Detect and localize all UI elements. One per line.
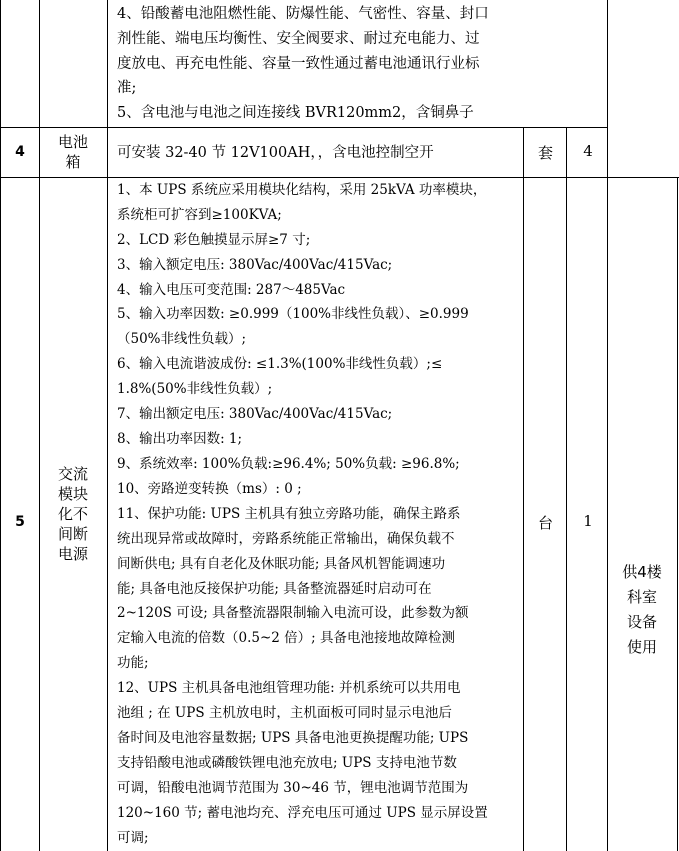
- spec-line: 7、输出额定电压: 380Vac/400Vac/415Vac;: [117, 406, 393, 422]
- spec-line: 定输入电流的倍数（0.5~2 倍）; 具备电池接地故障检测: [117, 630, 456, 646]
- column-divider: [607, 0, 608, 851]
- spec-line: 1.8%(50%非线性负载）;: [117, 381, 273, 397]
- table-border-right: [677, 177, 678, 851]
- spec-line: 备时间及电池容量数据; UPS 具备电池更换提醒功能; UPS: [117, 730, 469, 746]
- column-divider: [107, 0, 108, 851]
- item-name-line: 电池: [57, 133, 88, 151]
- spec-line: 可调，铅酸电池调节范围为 30~46 节，锂电池调节范围为: [117, 780, 469, 796]
- item-name-line: 交流: [57, 465, 88, 483]
- column-divider: [566, 127, 567, 851]
- column-divider: [523, 127, 524, 851]
- item-name-line: 间断: [57, 525, 88, 543]
- spec-line: 9、系统效率: 100%负载:≥96.4%; 50%负载: ≥96.8%;: [117, 456, 460, 472]
- spec-line: 准;: [117, 80, 137, 96]
- spec-line: 池组 ; 在 UPS 主机放电时，主机面板可同时显示电池后: [117, 705, 452, 721]
- remark-line: 科室: [626, 588, 657, 606]
- spec-line: 能; 具备电池反接保护功能; 具备整流器延时启动可在: [117, 581, 432, 597]
- spec-line: 3、输入额定电压: 380Vac/400Vac/415Vac;: [117, 257, 393, 273]
- row-number: 5: [15, 514, 25, 530]
- spec-line: 5、输入功率因数: ≥0.999（100%非线性负载）、≥0.999: [117, 306, 469, 322]
- row-divider: [0, 177, 679, 178]
- spec-line: 度放电、再充电性能、容量一致性通过蓄电池通讯行业标: [117, 56, 480, 72]
- spec-line: 6、输入电流谐波成份: ≤1.3%(100%非线性负载）;≤: [117, 356, 443, 372]
- spec-line: 功能;: [117, 655, 149, 671]
- remark-line: 供4楼: [622, 563, 662, 581]
- spec-line: 2~120S 可设; 具备整流器限制输入电流可设，此参数为额: [117, 605, 469, 621]
- spec-line: 4、铅酸蓄电池阻燃性能、防爆性能、气密性、容量、封口: [117, 6, 489, 22]
- item-quantity: 4: [583, 142, 593, 160]
- spec-line: （50%非线性负载）;: [117, 331, 247, 347]
- item-name-line: 模块: [57, 485, 88, 503]
- remark-line: 使用: [626, 638, 657, 656]
- row-number: 4: [15, 144, 25, 160]
- spec-line: 系统柜可扩容到≥100KVA;: [117, 207, 282, 223]
- spec-line: 8、输出功率因数: 1;: [117, 431, 243, 447]
- spec-line: 间断供电; 具有自老化及休眠功能; 具备风机智能调速功: [117, 556, 446, 572]
- item-name: [40, 464, 106, 564]
- spec-line: 支持铅酸电池或磷酸铁锂电池充放电; UPS 支持电池节数: [117, 755, 457, 771]
- row-divider: [0, 127, 607, 128]
- item-name-line: 电源: [57, 545, 88, 563]
- item-name-line: 化不: [57, 505, 88, 523]
- spec-line: 可调;: [117, 830, 149, 846]
- spec-line: 11、保护功能: UPS 主机具有独立旁路功能，确保主路系: [117, 506, 461, 522]
- item-name: [40, 132, 106, 172]
- table-border-left: [0, 0, 1, 851]
- item-remark: [608, 560, 676, 660]
- item-spec: 可安装 32-40 节 12V100AH，，含电池控制空开: [117, 145, 434, 161]
- spec-line: 剂性能、端电压均衡性、安全阀要求、耐过充电能力、过: [117, 31, 480, 47]
- item-name-line: 箱: [65, 153, 81, 171]
- spec-line: 2、LCD 彩色触摸显示屏≥7 寸;: [117, 232, 311, 248]
- spec-line: 1、本 UPS 系统应采用模块化结构，采用 25kVA 功率模块，: [117, 182, 487, 198]
- item-unit: 台: [537, 514, 553, 532]
- item-unit: 套: [537, 144, 553, 162]
- spec-line: 120~160 节; 蓄电池均充、浮充电压可通过 UPS 显示屏设置: [117, 805, 488, 821]
- spec-line: 统出现异常或故障时，旁路系统能正常输出，确保负载不: [117, 531, 455, 547]
- column-divider: [39, 0, 40, 851]
- spec-line: 12、UPS 主机具备电池组管理功能: 并机系统可以共用电: [117, 680, 461, 696]
- item-quantity: 1: [583, 512, 593, 530]
- remark-line: 设备: [626, 613, 657, 631]
- spec-line: 5、含电池与电池之间连接线 BVR120mm2，含铜鼻子: [117, 105, 474, 121]
- spec-line: 4、输入电压可变范围: 287～485Vac: [117, 282, 346, 298]
- spec-line: 10、旁路逆变转换（ms）: 0 ;: [117, 481, 302, 497]
